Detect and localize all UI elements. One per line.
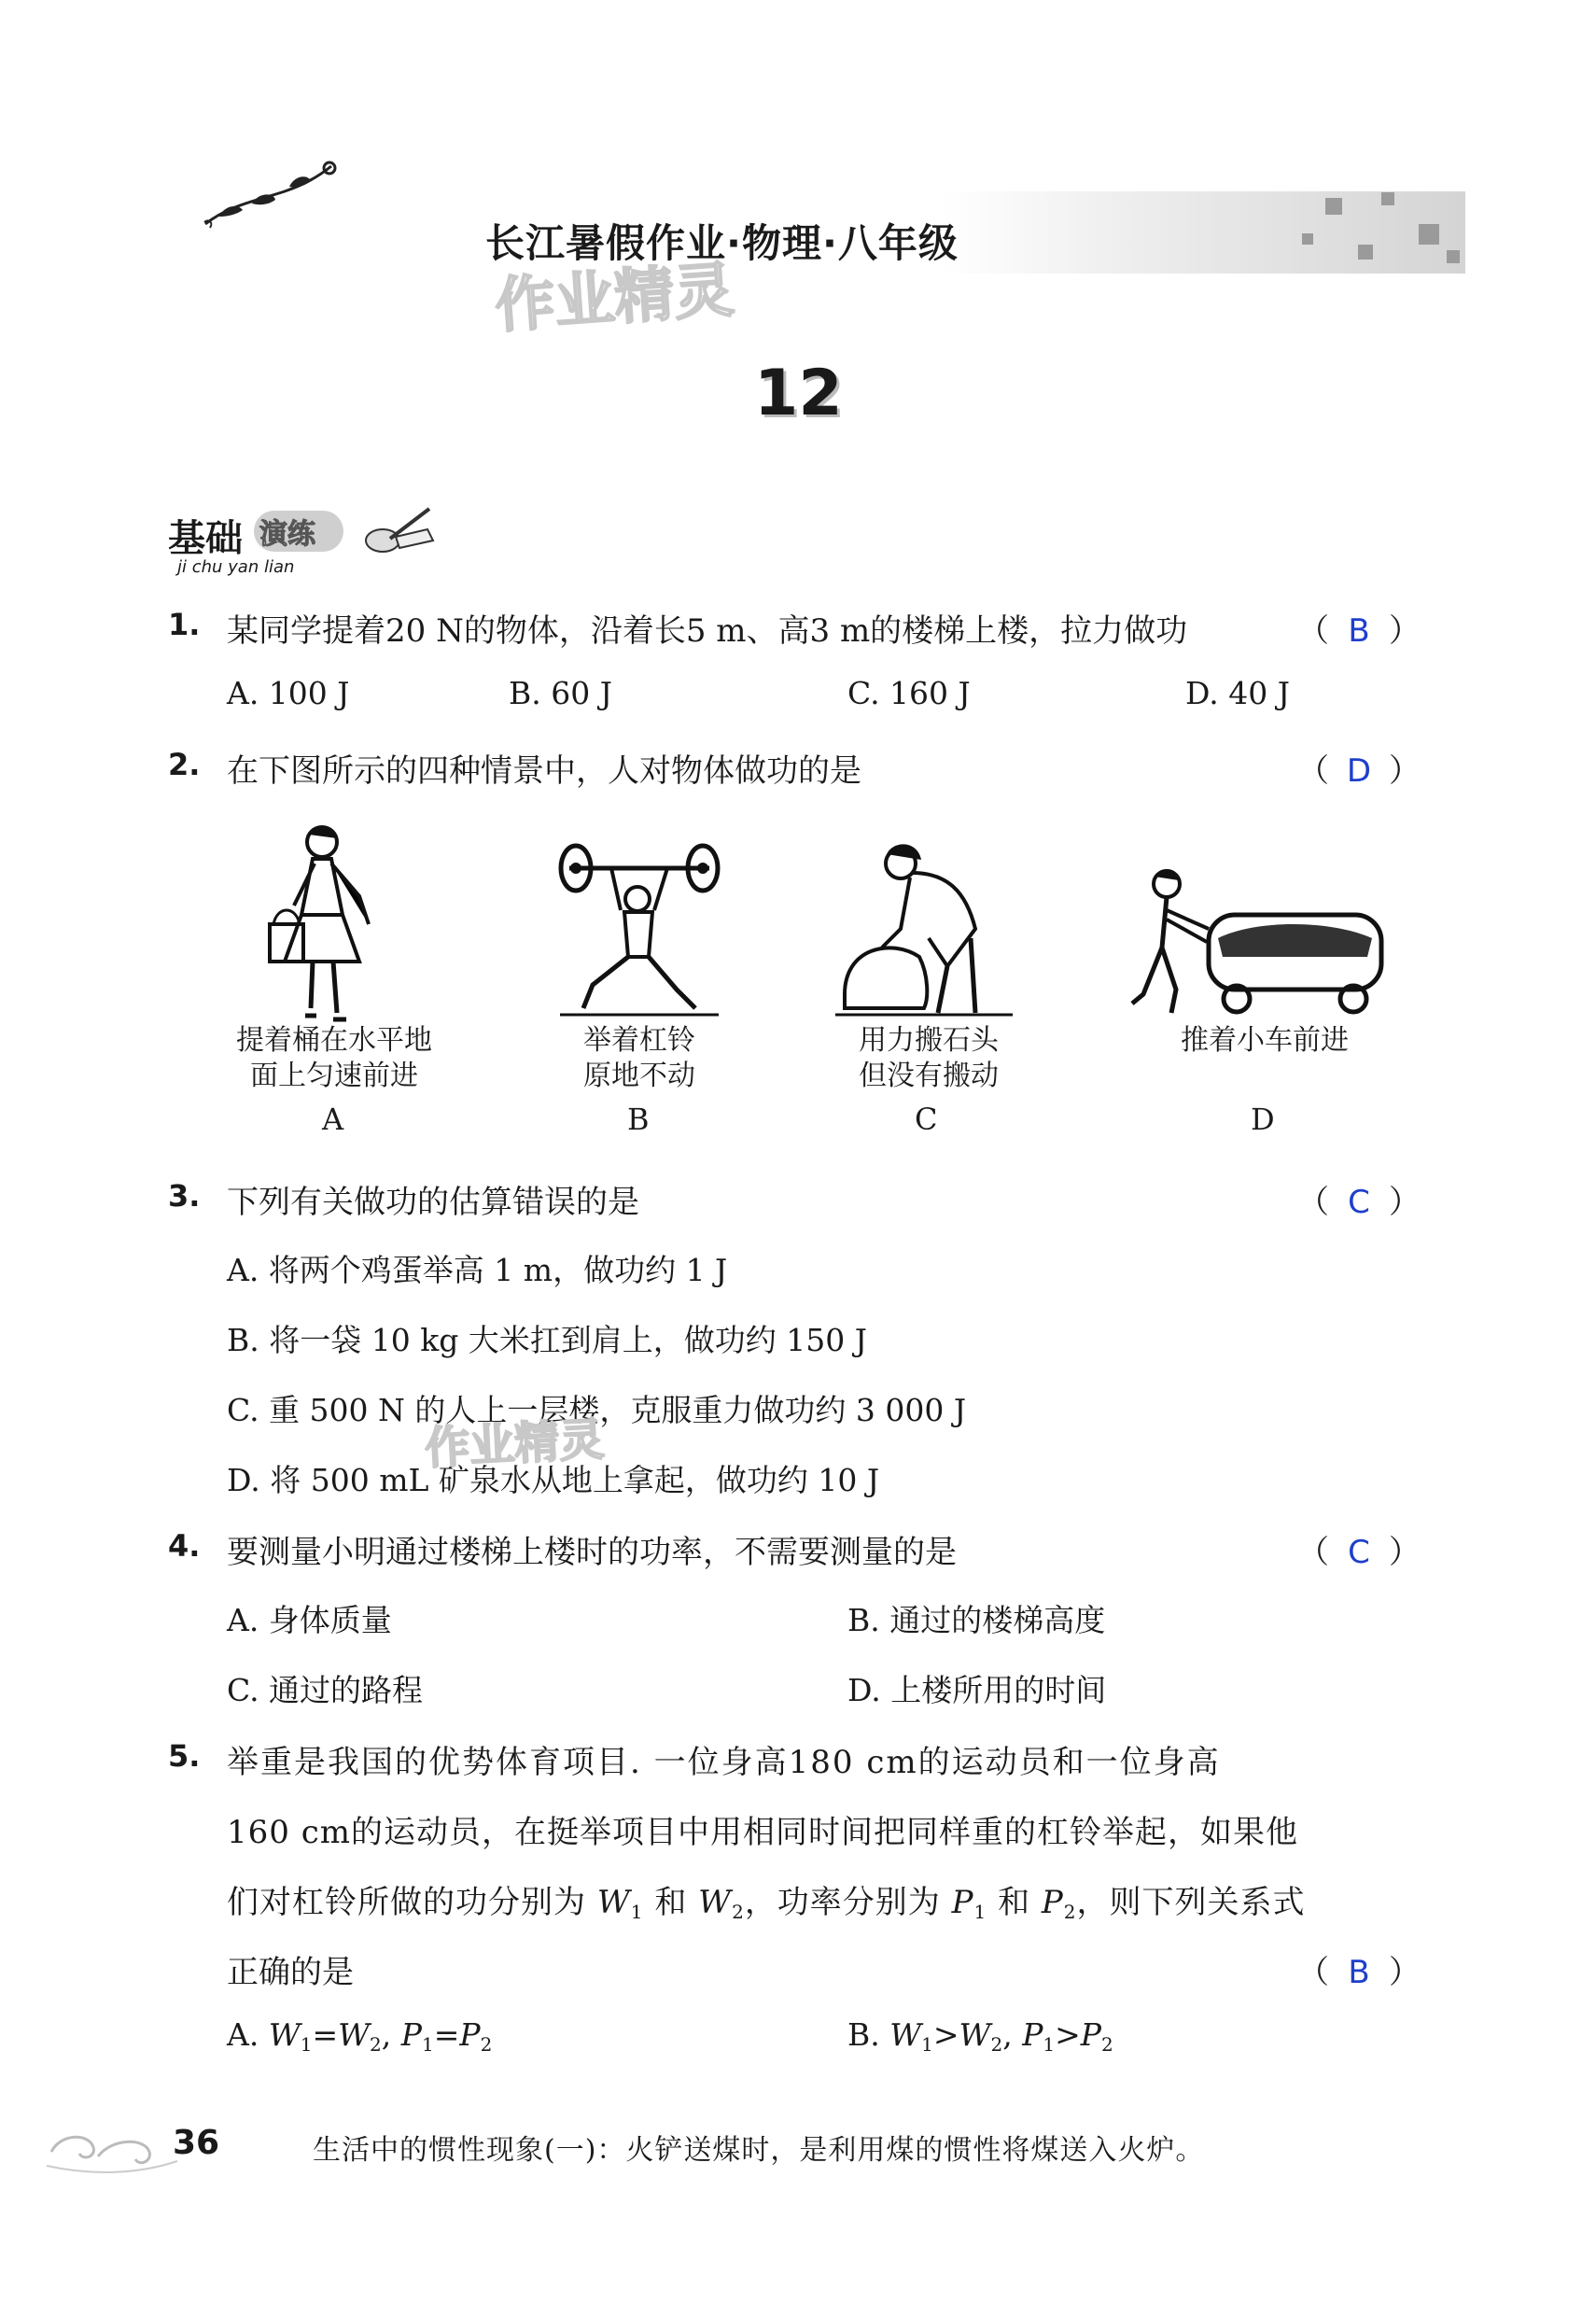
question-4-answer: C — [1348, 1534, 1370, 1571]
q5-opt-b-rel1: > — [932, 2016, 959, 2053]
question-5-option-b: B. $W_1>W_2$, $P_1>P_2$ — [847, 2016, 1113, 2056]
question-1-option-a: A. 100 J — [227, 675, 350, 711]
question-3-option-c: C. 重 500 N 的人上一层楼，克服重力做功约 3 000 J — [227, 1392, 967, 1428]
decor-pixel — [1381, 192, 1394, 205]
figure-b-caption-line2: 原地不动 — [583, 1060, 695, 1092]
question-5-stem-line3 — [227, 1876, 1306, 1923]
decor-pixel — [1325, 198, 1342, 215]
question-4-stem: 要测量小明通过楼梯上楼时的功率，不需要测量的是 — [227, 1534, 957, 1571]
question-3-stem: 下列有关做功的估算错误的是 — [227, 1184, 639, 1221]
paren-open: （ — [1297, 612, 1329, 650]
q5-w1: W — [596, 1884, 631, 1921]
figure-c-caption — [835, 1023, 1022, 1094]
q5-opt-b-rel2: > — [1055, 2016, 1081, 2053]
question-2-answer: D — [1346, 752, 1372, 790]
question-3-option-b: B. 将一袋 10 kg 大米扛到肩上，做功约 150 J — [227, 1322, 868, 1358]
question-4-option-b: B. 通过的楼梯高度 — [847, 1602, 1106, 1638]
q5-opt-a-w1-sub: 1 — [300, 2033, 313, 2056]
paren-open: （ — [1297, 1534, 1329, 1571]
q5-w1-sub: 1 — [630, 1901, 644, 1923]
q5-opt-a-p2: P — [459, 2016, 481, 2053]
q5-opt-b-prefix: B. — [847, 2016, 890, 2053]
question-4-option-d: D. 上楼所用的时间 — [847, 1672, 1107, 1708]
figure-a-letter: A — [322, 1102, 344, 1137]
figure-c-rock-illustration — [835, 836, 1013, 1022]
section-label — [168, 509, 315, 577]
question-1-option-b: B. 60 J — [509, 675, 612, 711]
footer-tip: 生活中的惯性现象(一)：火铲送煤时，是利用煤的惯性将煤送入火炉。 — [313, 2134, 1205, 2167]
figure-b-letter: B — [627, 1102, 650, 1137]
figure-b-weightlifter-illustration — [555, 836, 723, 1022]
paren-open: （ — [1297, 752, 1329, 790]
question-1-stem: 某同学提着20 N的物体，沿着长5 m、高3 m的楼梯上楼，拉力做功 — [227, 612, 1188, 650]
q5-text-c: ，则下列关系式 — [1076, 1884, 1306, 1921]
decor-pixel — [1302, 233, 1313, 245]
paren-close: ） — [1389, 752, 1421, 790]
question-1-option-d: D. 40 J — [1185, 675, 1290, 711]
q5-opt-a-w1: W — [268, 2016, 301, 2053]
q5-p1-sub: 1 — [973, 1901, 987, 1923]
figure-b-caption-line1: 举着杠铃 — [583, 1024, 695, 1057]
question-5-answer: B — [1348, 1954, 1370, 1991]
q5-p2-sub: 2 — [1063, 1901, 1077, 1923]
page-number: 36 — [173, 2124, 220, 2162]
watermark-text-2: 作业精灵 — [423, 1413, 606, 1475]
q5-opt-b-p2: P — [1080, 2016, 1102, 2053]
figure-a-caption-line2: 面上匀速前进 — [250, 1060, 418, 1092]
q5-opt-a-w2-sub: 2 — [370, 2033, 382, 2056]
watermark-text: 作业精灵 — [493, 256, 736, 342]
paren-close: ） — [1389, 1954, 1421, 1991]
question-3-answer: C — [1348, 1184, 1370, 1221]
figure-a-caption-line1: 提着桶在水平地 — [236, 1024, 432, 1057]
question-4-option-c: C. 通过的路程 — [227, 1672, 424, 1708]
decor-pixel — [1447, 250, 1460, 263]
figure-c-caption-line2: 但没有搬动 — [859, 1060, 999, 1092]
q5-opt-a-p2-sub: 2 — [480, 2033, 493, 2056]
question-5-stem-line1: 举重是我国的优势体育项目. 一位身高180 cm的运动员和一位身高 — [227, 1744, 1221, 1781]
figure-b-caption — [546, 1023, 733, 1094]
question-5-answer-box — [1297, 1946, 1421, 1992]
q5-text-b: ，功率分别为 — [744, 1884, 941, 1921]
figure-c-letter: C — [915, 1102, 938, 1137]
q5-opt-b-p1: P — [1022, 2016, 1043, 2053]
figure-d-caption — [1162, 1023, 1367, 1059]
paren-close: ） — [1389, 1184, 1421, 1221]
question-5-option-a: A. $W_1=W_2$, $P_1=P_2$ — [227, 2016, 493, 2056]
question-1-answer: B — [1348, 612, 1370, 650]
question-4-option-a: A. 身体质量 — [227, 1602, 392, 1638]
q5-opt-b-p2-sub: 2 — [1101, 2033, 1113, 2056]
question-5-number: 5. — [168, 1738, 201, 1774]
q5-p1: P — [951, 1884, 974, 1921]
lesson-number: 12 — [754, 357, 843, 430]
q5-p2: P — [1041, 1884, 1064, 1921]
q5-opt-a-rel2: = — [433, 2016, 460, 2053]
question-4-number: 4. — [168, 1528, 201, 1564]
q5-w2: W — [698, 1884, 733, 1921]
figure-d-caption-line1: 推着小车前进 — [1181, 1024, 1349, 1057]
question-2-stem: 在下图所示的四种情景中，人对物体做功的是 — [227, 752, 861, 790]
question-3-number: 3. — [168, 1178, 201, 1214]
question-3-option-a: A. 将两个鸡蛋举高 1 m，做功约 1 J — [227, 1252, 728, 1288]
q5-opt-b-w2: W — [959, 2016, 991, 2053]
q5-opt-a-prefix: A. — [227, 2016, 269, 2053]
paren-close: ） — [1389, 1534, 1421, 1571]
question-1-answer-box — [1297, 605, 1421, 651]
question-2-number: 2. — [168, 747, 201, 782]
q5-and-2: 和 — [998, 1884, 1031, 1921]
question-3-option-d: D. 将 500 mL 矿泉水从地上拿起，做功约 10 J — [227, 1462, 880, 1498]
q5-text-a: 们对杠铃所做的功分别为 — [227, 1884, 586, 1921]
q5-and-1: 和 — [654, 1884, 688, 1921]
question-1-number: 1. — [168, 607, 201, 642]
question-1-option-c: C. 160 J — [847, 675, 971, 711]
decor-pixel — [1358, 245, 1373, 260]
question-3-answer-box — [1297, 1176, 1421, 1222]
q5-opt-a-p1-sub: 1 — [421, 2033, 434, 2056]
q5-opt-b-w1-sub: 1 — [921, 2033, 933, 2056]
q5-opt-b-w2-sub: 2 — [990, 2033, 1003, 2056]
section-title: 基础 — [168, 517, 243, 560]
figure-d-letter: D — [1251, 1102, 1275, 1137]
q5-opt-b-w1: W — [889, 2016, 922, 2053]
question-5-stem-line4: 正确的是 — [227, 1954, 354, 1991]
q5-opt-a-w2: W — [338, 2016, 371, 2053]
figure-a-caption — [227, 1023, 441, 1094]
figure-a-bucket-illustration — [257, 821, 406, 1027]
figure-c-caption-line1: 用力搬石头 — [859, 1024, 999, 1057]
q5-opt-a-rel1: = — [312, 2016, 339, 2053]
q5-opt-b-p1-sub: 1 — [1043, 2033, 1056, 2056]
question-2-answer-box — [1297, 745, 1421, 791]
question-5-stem-line2: 160 cm的运动员，在挺举项目中用相同时间把同样重的杠铃举起，如果他 — [227, 1814, 1298, 1851]
q5-opt-a-p1: P — [400, 2016, 422, 2053]
section-badge — [254, 511, 343, 552]
question-4-answer-box — [1297, 1526, 1421, 1572]
section-pinyin: ji chu yan lian — [177, 557, 295, 577]
header-title: 长江暑假作业·物理·八年级 — [485, 220, 959, 266]
pen-book-icon — [362, 503, 437, 559]
q5-w2-sub: 2 — [732, 1901, 745, 1923]
paren-open: （ — [1297, 1184, 1329, 1221]
paren-open: （ — [1297, 1954, 1329, 1991]
section-badge-text: 演练 — [259, 518, 315, 551]
figure-d-cart-illustration — [1125, 864, 1395, 1027]
footer-swirl-icon — [42, 2105, 182, 2180]
paren-close: ） — [1389, 612, 1421, 650]
floral-ornament-icon — [201, 159, 341, 233]
decor-pixel — [1419, 224, 1439, 245]
